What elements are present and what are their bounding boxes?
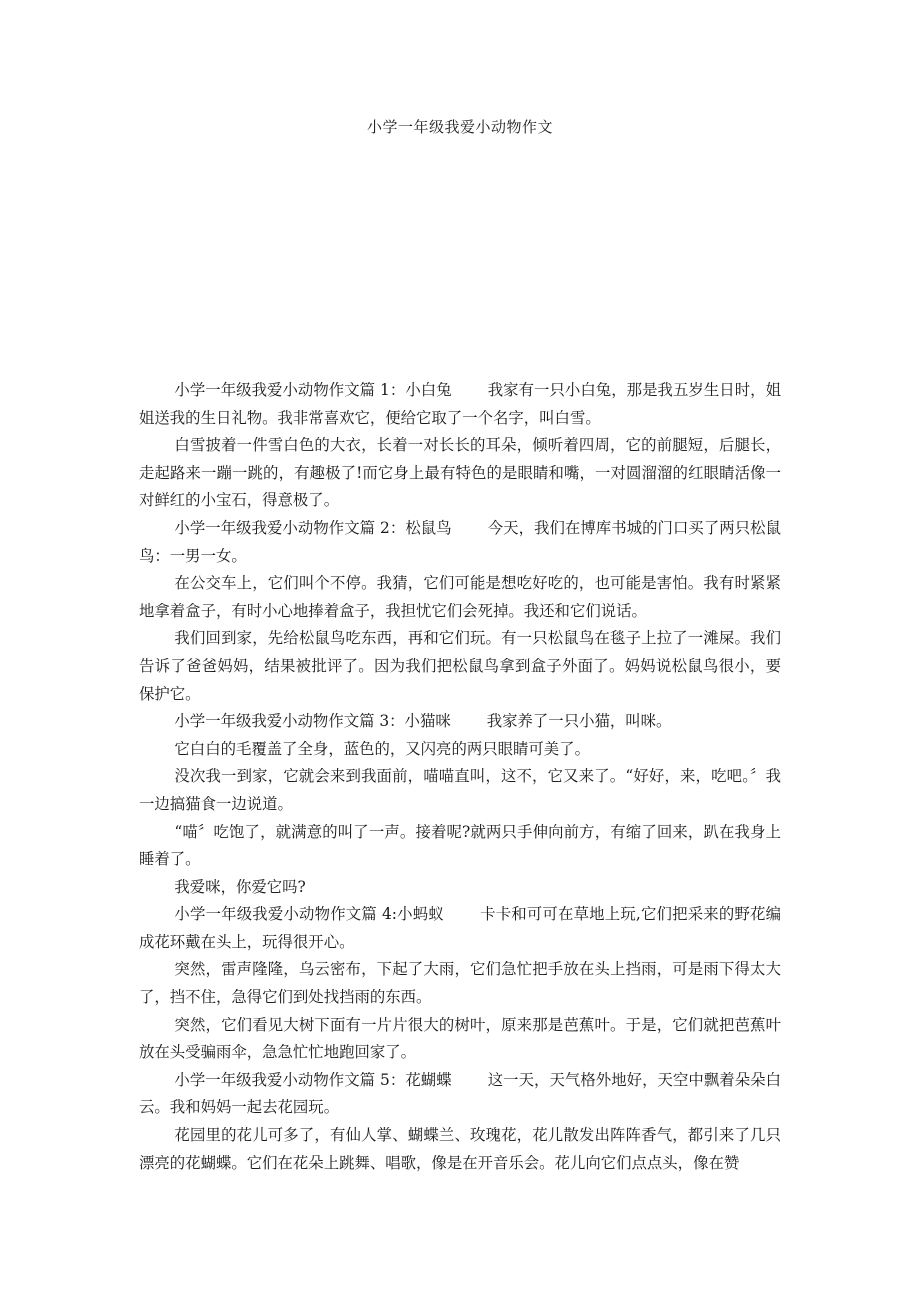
paragraph-text: 我家养了一只小猫，叫咪。 <box>486 712 672 731</box>
paragraph-text: 这一天，天气格外地好，天空中飘着朵朵白云。我和妈妈一起去花园玩。 <box>139 1070 781 1117</box>
paragraph-text: 我爱咪，你爱它吗? <box>174 877 306 896</box>
paragraph <box>139 432 781 515</box>
paragraph-text: 我家有一只小白兔，那是我五岁生日时，姐姐送我的生日礼物。我非常喜欢它，便给它取了一个名字，叫白雪。 <box>139 381 781 427</box>
paragraph-text: 它白白的毛覆盖了全身，蓝色的，又闪亮的两只眼睛可美了。 <box>174 739 590 758</box>
paragraph <box>139 763 781 818</box>
paragraph <box>139 1012 781 1067</box>
paragraph <box>139 377 781 432</box>
paragraph <box>139 515 781 570</box>
document-body <box>139 377 781 1177</box>
paragraph-heading: 小学一年级我爱小动物作文篇 2：松鼠鸟 <box>174 518 452 537</box>
paragraph-heading: 小学一年级我爱小动物作文篇 5：花蝴蝶 <box>174 1070 452 1089</box>
paragraph-text: 卡卡和可可在草地上玩,它们把采来的野花编成花环戴在头上，玩得很开心。 <box>139 905 781 951</box>
paragraph-text: 花园里的花儿可多了，有仙人掌、蝴蝶兰、玫瑰花，花儿散发出阵阵香气，都引来了几只漂亮的花蝴蝶。它们在花朵上跳舞、唱歌，像是在开音乐会。花儿向它们点点头，像在赞 <box>139 1126 781 1172</box>
document-title: 小学一年级我爱小动物作文 <box>366 118 553 136</box>
paragraph <box>139 1067 781 1122</box>
paragraph-text: “喵〞吃饱了，就满意的叫了一声。接着呢?就两只手伸向前方，有缩了回来，趴在我身上睡着了。 <box>139 822 781 869</box>
paragraph-text: 我们回到家，先给松鼠鸟吃东西，再和它们玩。有一只松鼠鸟在毯子上拉了一滩屎。我们告诉了爸爸妈妈，结果被批评了。因为我们把松鼠鸟拿到盒子外面了。妈妈说松鼠鸟很小，要保护它。 <box>139 629 781 703</box>
paragraph <box>139 901 781 956</box>
paragraph-text: 突然，它们看见大树下面有一片片很大的树叶，原来那是芭蕉叶。于是，它们就把芭蕉叶放在头受骗雨伞，急急忙忙地跑回家了。 <box>139 1015 781 1062</box>
paragraph <box>139 625 781 708</box>
paragraph <box>139 956 781 1011</box>
paragraph-heading: 小学一年级我爱小动物作文篇 1：小白兔 <box>174 381 452 399</box>
paragraph-text: 今天，我们在博库书城的门口买了两只松鼠鸟：一男一女。 <box>139 518 781 565</box>
paragraph-heading: 小学一年级我爱小动物作文篇 4:小蚂蚁 <box>174 905 444 924</box>
paragraph <box>139 570 781 625</box>
paragraph-text: 没次我一到家，它就会来到我面前，喵喵直叫，这不，它又来了。“好好，来，吃吧。〞我一边搞猫食一边说道。 <box>139 767 781 813</box>
paragraph-text: 突然，雷声隆隆，乌云密布，下起了大雨，它们急忙把手放在头上挡雨，可是雨下得太大了，挡不住，急得它们到处找挡雨的东西。 <box>139 960 781 1007</box>
paragraph <box>139 736 781 764</box>
paragraph-text: 白雪披着一件雪白色的大衣，长着一对长长的耳朵，倾听着四周，它的前腿短，后腿长，走起路来一蹦一跳的，有趣极了!而它身上最有特色的是眼睛和嘴，一对圆溜溜的红眼睛活像一对鲜红的小宝石，得意极了。 <box>139 436 781 510</box>
paragraph <box>139 708 781 736</box>
paragraph <box>139 819 781 874</box>
paragraph-text: 在公交车上，它们叫个不停。我猜，它们可能是想吃好吃的，也可能是害怕。我有时紧紧地拿着盒子，有时小心地捧着盒子，我担忧它们会死掉。我还和它们说话。 <box>139 574 781 620</box>
paragraph-heading: 小学一年级我爱小动物作文篇 3：小猫咪 <box>174 712 451 731</box>
paragraph <box>139 1122 781 1177</box>
paragraph <box>139 874 781 902</box>
